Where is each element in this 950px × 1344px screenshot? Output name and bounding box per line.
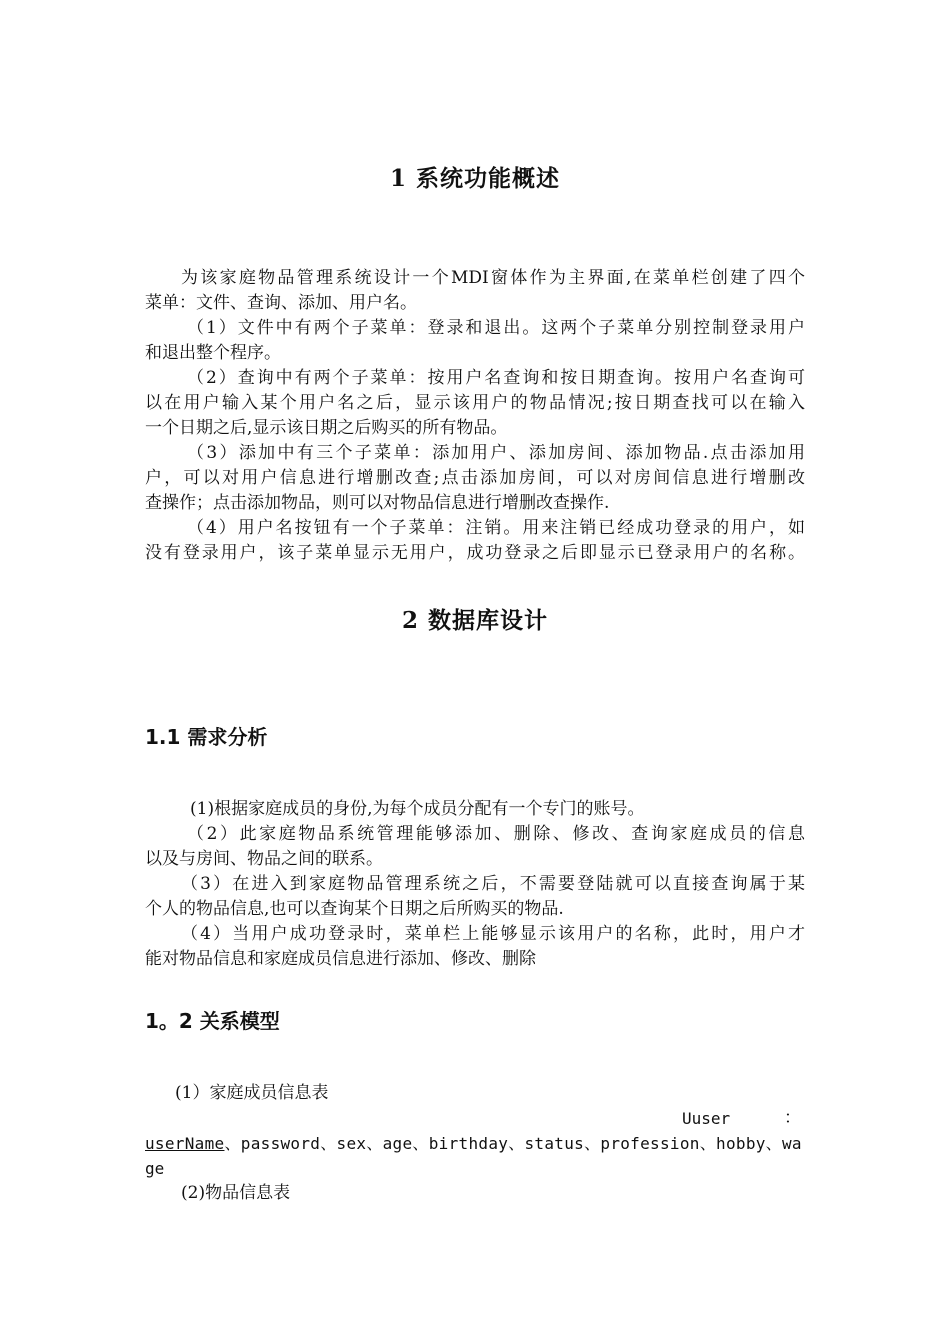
table-fields-continuation: ge <box>145 1159 165 1178</box>
paragraph-line: 以在用户输入某个用户名之后，显示该用户的物品情况;按日期查找可以在输入 <box>145 393 805 413</box>
table-name: Uuser <box>682 1109 731 1128</box>
subsection-title-1-1: 1.1 需求分析 <box>145 725 268 749</box>
paragraph-line: （3）在进入到家庭物品管理系统之后，不需要登陆就可以直接查询属于某 <box>181 874 805 894</box>
paragraph-line: （4）当用户成功登录时，菜单栏上能够显示该用户的名称，此时，用户才 <box>181 924 805 944</box>
paragraph-line: 能对物品信息和家庭成员信息进行添加、修改、删除 <box>145 949 536 969</box>
paragraph-line: 没有登录用户，该子菜单显示无用户，成功登录之后即显示已登录用户的名称。 <box>145 543 805 563</box>
paragraph-line: 以及与房间、物品之间的联系。 <box>145 849 383 869</box>
field-list: 、password、sex、age、birthday、status、profession、hobby、wa <box>224 1134 802 1153</box>
paragraph-line: （2）此家庭物品系统管理能够添加、删除、修改、查询家庭成员的信息 <box>187 824 805 844</box>
section-title-1: 1 系统功能概述 <box>389 165 560 192</box>
section-title-2: 2 数据库设计 <box>401 607 548 634</box>
paragraph-line: 户，可以对用户信息进行增删改查;点击添加房间，可以对房间信息进行增删改 <box>145 468 805 488</box>
primary-key-field: userName <box>145 1134 225 1153</box>
paragraph-line: 个人的物品信息,也可以查询某个日期之后所购买的物品. <box>145 899 564 919</box>
table-fields-line <box>145 1131 802 1156</box>
paragraph-line: （2）查询中有两个子菜单：按用户名查询和按日期查询。按用户名查询可 <box>187 368 805 388</box>
paragraph-line: (1)根据家庭成员的身份,为每个成员分配有一个专门的账号。 <box>190 799 645 819</box>
paragraph-line: 菜单：文件、查询、添加、用户名。 <box>145 293 417 313</box>
table-label-items: (2)物品信息表 <box>181 1183 291 1203</box>
table-name-colon: ： <box>784 1108 801 1128</box>
paragraph-line: 和退出整个程序。 <box>145 343 281 363</box>
paragraph-line: （3）添加中有三个子菜单：添加用户、添加房间、添加物品.点击添加用 <box>187 443 805 463</box>
paragraph-line: 为该家庭物品管理系统设计一个MDI窗体作为主界面,在菜单栏创建了四个 <box>181 268 805 288</box>
paragraph-line: 一个日期之后,显示该日期之后购买的所有物品。 <box>145 418 508 438</box>
table-label-family-members: (1）家庭成员信息表 <box>175 1083 329 1103</box>
paragraph-line: （1）文件中有两个子菜单：登录和退出。这两个子菜单分别控制登录用户 <box>187 318 805 338</box>
paragraph-line: 查操作；点击添加物品，则可以对物品信息进行增删改查操作. <box>145 493 610 513</box>
subsection-title-1-2: 1。2 关系模型 <box>145 1009 280 1033</box>
paragraph-line: （4）用户名按钮有一个子菜单：注销。用来注销已经成功登录的用户，如 <box>187 518 805 538</box>
